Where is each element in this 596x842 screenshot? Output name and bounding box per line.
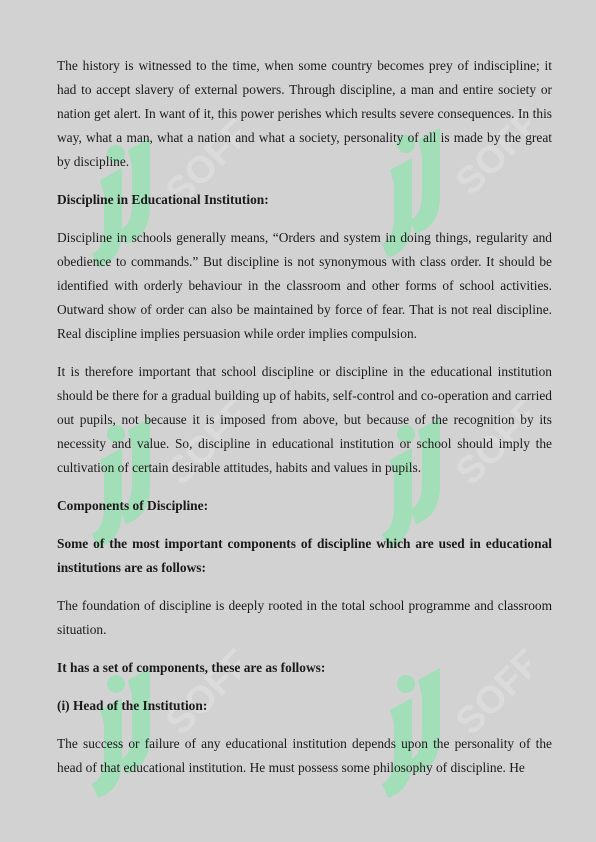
paragraph: Discipline in schools generally means, “Orders and system in doing things, regularity and obedience to commands.” But discipline is not synonymous with class order. It should be identified with orderly behaviour in the classroom and other forms of school activities. Outward show of order can also be maintained by force of fear. That is not real discipline. Real discipline implies persuasion while order implies compulsion.	[57, 230, 552, 341]
document-page	[57, 54, 552, 794]
svg-text:SOFF: SOFF	[448, 641, 530, 744]
section-heading: Some of the most important components of discipline which are used in educational institutions are as follows:	[57, 536, 552, 575]
svg-text:SOFF: SOFF	[158, 641, 240, 744]
svg-text:SOFF: SOFF	[448, 101, 530, 204]
svg-text:SOFF: SOFF	[448, 391, 530, 494]
paragraph: The foundation of discipline is deeply rooted in the total school programme and classroom situation.	[57, 598, 552, 637]
section-heading: Discipline in Educational Institution:	[57, 192, 269, 207]
paragraph: It is therefore important that school discipline or discipline in the educational institution should be there for a gradual building up of habits, self-control and co-operation and carried out pupils, not because it is imposed from above, but because of the recognition by its necessity and value. So, discipline in educational institution or school should imply the cultivation of certain desirable attitudes, habits and values in pupils.	[57, 364, 552, 475]
section-heading: (i) Head of the Institution:	[57, 698, 208, 713]
paragraph: The history is witnessed to the time, when some country becomes prey of indiscipline; it had to accept slavery of external powers. Through discipline, a man and entire society or nation get alert. In want of it, this power perishes which results severe consequences. In this way, what a man, what a nation and what a society, personality of all is made by the great by discipline.	[57, 58, 552, 169]
section-heading: Components of Discipline:	[57, 498, 209, 513]
svg-text:SOFF: SOFF	[158, 391, 240, 494]
section-heading: It has a set of components, these are as follows:	[57, 660, 326, 675]
paragraph: The success or failure of any educational institution depends upon the personality of the head of that educational institution. He must possess some philosophy of discipline. He	[57, 736, 552, 775]
svg-text:SOFF: SOFF	[158, 111, 240, 214]
